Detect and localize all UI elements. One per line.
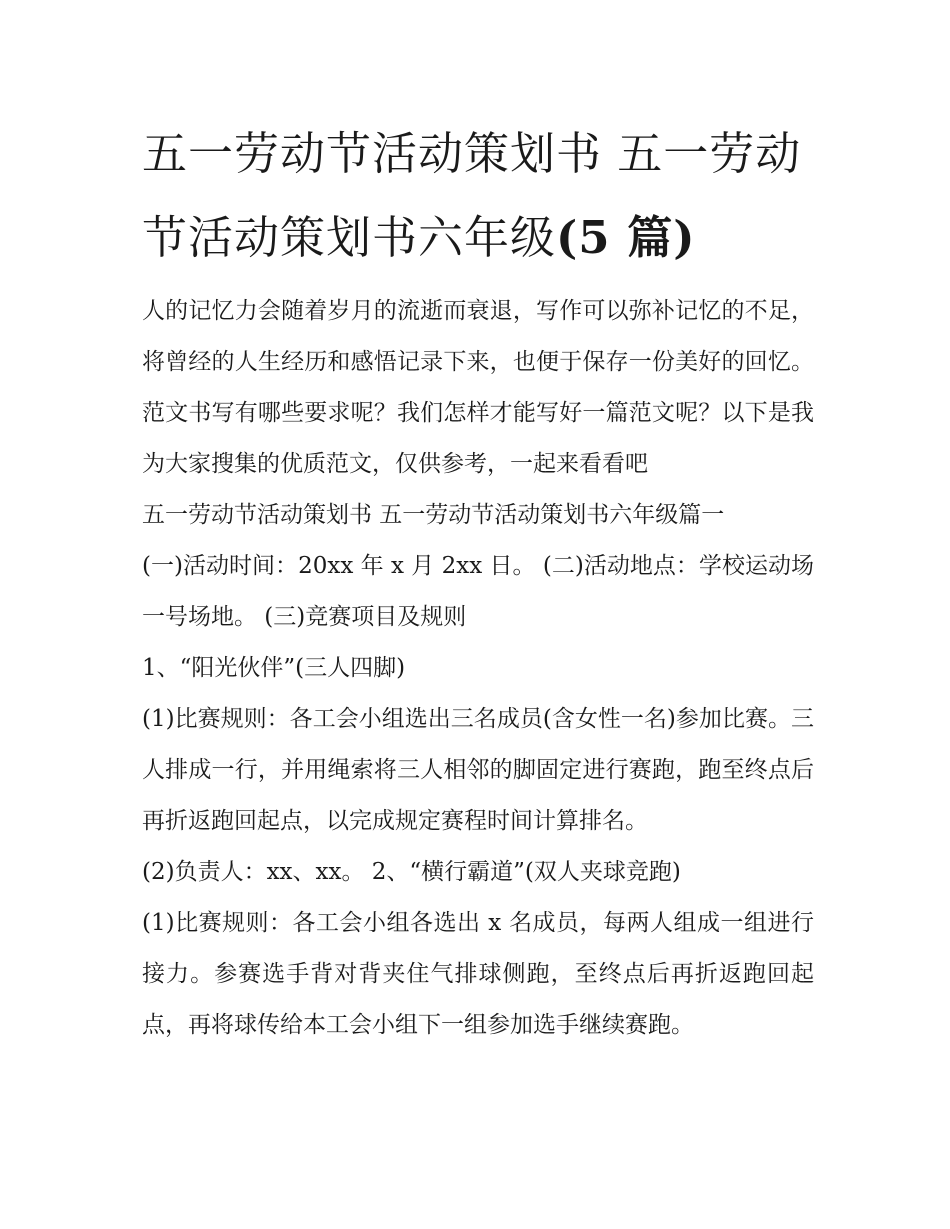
- body-paragraph-2: 1、“阳光伙伴”(三人四脚): [142, 655, 406, 681]
- title-suffix: (5 篇): [556, 211, 696, 264]
- section-heading: 五一劳动节活动策划书 五一劳动节活动策划书六年级篇一: [142, 502, 725, 528]
- title-main: 五一劳动节活动策划书 五一劳动节活动策划书六年级: [142, 127, 802, 264]
- document-title: [142, 112, 814, 280]
- body-paragraph-5: (1)比赛规则：各工会小组各选出 x 名成员，每两人组成一组进行接力。参赛选手背对背夹住气排球侧跑，至终点后再折返跑回起点，再将球传给本工会小组下一组参加选手继续赛跑。: [142, 910, 814, 1038]
- body-paragraph-4: (2)负责人：xx、xx。 2、“横行霸道”(双人夹球竞跑): [142, 859, 681, 885]
- body-paragraph-1: (一)活动时间：20xx 年 x 月 2xx 日。 (二)活动地点：学校运动场一号场地。 (三)竞赛项目及规则: [142, 553, 814, 630]
- document-page: [142, 112, 814, 1051]
- intro-paragraph: 人的记忆力会随着岁月的流逝而衰退，写作可以弥补记忆的不足，将曾经的人生经历和感悟记录下来，也便于保存一份美好的回忆。范文书写有哪些要求呢？我们怎样才能写好一篇范文呢？以下是我为大家搜集的优质范文，仅供参考，一起来看看吧: [142, 298, 814, 477]
- body-paragraph-3: (1)比赛规则：各工会小组选出三名成员(含女性一名)参加比赛。三人排成一行，并用绳索将三人相邻的脚固定进行赛跑，跑至终点后再折返跑回起点，以完成规定赛程时间计算排名。: [142, 706, 814, 834]
